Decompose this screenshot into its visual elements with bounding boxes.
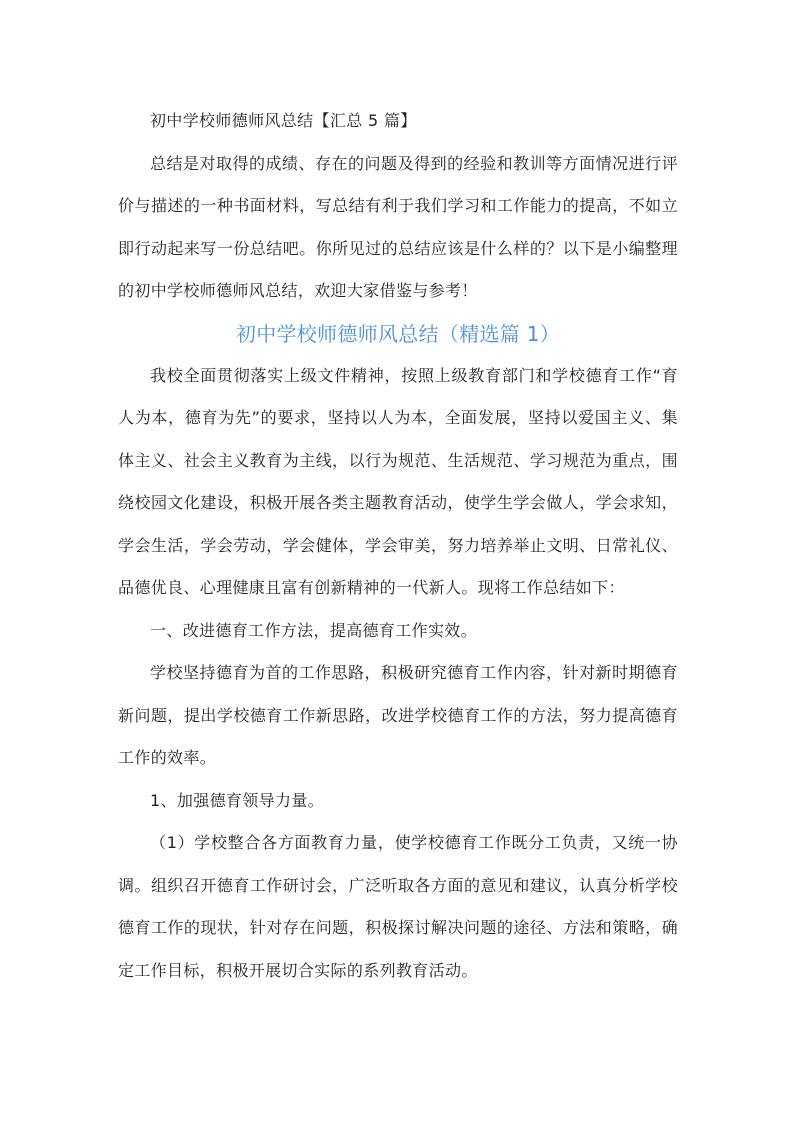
body-paragraph-3: （1）学校整合各方面教育力量，使学校德育工作既分工负责，又统一协调。组织召开德育工作研讨会，广泛听取各方面的意见和建议，认真分析学校德育工作的现状，针对存在问题，积极探讨解决问题的途径、方法和策略，确定工作目标，积极开展切合实际的系列教育活动。 [118, 833, 678, 980]
body-paragraph-1: 我校全面贯彻落实上级文件精神，按照上级教育部门和学校德育工作“育人为本，德育为先”的要求，坚持以人为本，全面发展，坚持以爱国主义、集体主义、社会主义教育为主线，以行为规范、生活规范、学习规范为重点，围绕校园文化建设，积极开展各类主题教育活动，使学生学会做人，学会求知，学会生活，学会劳动，学会健体，学会审美，努力培养举止文明、日常礼仪、品德优良、心理健康且富有创新精神的一代新人。现将工作总结如下： [118, 365, 678, 597]
document-body [118, 100, 678, 992]
subheading-1: 一、改进德育工作方法，提高德育工作实效。 [150, 620, 478, 640]
document-title: 初中学校师德师风总结【汇总 5 篇】 [150, 111, 417, 130]
body-paragraph-2: 学校坚持德育为首的工作思路，积极研究德育工作内容，针对新时期德育新问题，提出学校德育工作新思路，改进学校德育工作的方法，努力提高德育工作的效率。 [118, 663, 678, 767]
intro-paragraph: 总结是对取得的成绩、存在的问题及得到的经验和教训等方面情况进行评价与描述的一种书面材料，写总结有利于我们学习和工作能力的提高，不如立即行动起来写一份总结吧。你所见过的总结应该是什么样的？以下是小编整理的初中学校师德师风总结，欢迎大家借鉴与参考！ [118, 153, 678, 300]
section-heading: 初中学校师德师风总结（精选篇 1） [235, 321, 561, 346]
subheading-2: 1、加强德育领导力量。 [150, 790, 325, 810]
